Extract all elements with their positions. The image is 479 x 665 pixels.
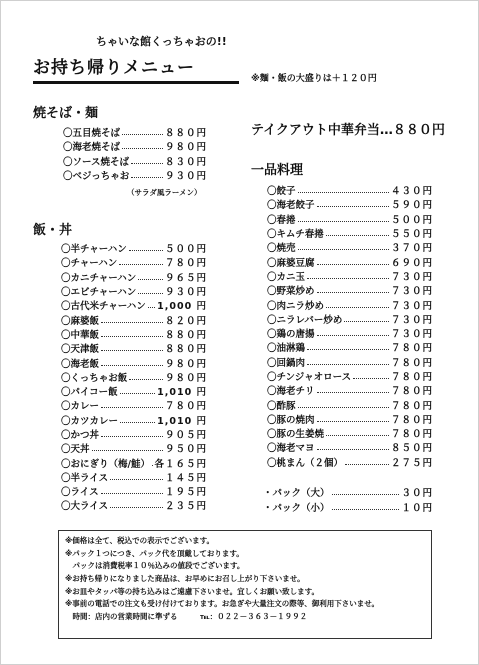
item-name: 〇焼売 (267, 243, 296, 255)
item-name: 〇カレー (61, 401, 100, 413)
item-price: １４５円 (164, 472, 207, 484)
item-price: ７３０円 (390, 271, 433, 283)
menu-item (61, 470, 207, 484)
menu-item (267, 197, 433, 211)
menu-item (267, 355, 433, 369)
item-price: ７８０円 (390, 343, 433, 355)
ippin-list (267, 183, 433, 469)
menu-item (267, 312, 433, 326)
item-name: 〇ソース焼そば (63, 156, 130, 168)
note-line: 時間：店内の営業時間に準ずる ℡：０２２－３６３－１９９２ (65, 612, 308, 622)
menu-item (61, 484, 207, 498)
item-price: ３０円 (401, 487, 433, 499)
item-price: ８８０円 (164, 128, 207, 140)
menu-item (61, 441, 207, 455)
item-name: 〇麻婆豆腐 (267, 257, 315, 269)
item-name: 〇桃まん（２個） (267, 457, 344, 469)
item-name: 〇カニチャーハン (61, 272, 137, 284)
menu-item (61, 327, 207, 341)
item-price: ４３０円 (390, 186, 433, 198)
menu-item (61, 455, 207, 469)
item-price: ５００円 (164, 244, 207, 256)
yakisoba-list (63, 125, 207, 182)
item-name: 〇チンジャオロース (267, 372, 352, 383)
item-name: 〇豚の生姜焼 (267, 429, 325, 441)
item-price: 1,010 円 (157, 415, 207, 427)
item-name: 〇天津飯 (61, 344, 100, 356)
menu-item (63, 154, 207, 168)
menu-item (63, 139, 207, 153)
item-name: 〇油淋鶏 (267, 343, 306, 355)
menu-item (61, 384, 207, 398)
item-name: 〇キムチ春捲 (267, 229, 324, 241)
menu-item (61, 284, 207, 298)
menu-item (61, 370, 207, 384)
menu-item (61, 355, 207, 369)
item-price: ９６５円 (164, 272, 207, 284)
item-price: ３７０円 (390, 243, 433, 255)
item-name: 〇半チャーハン (61, 244, 127, 256)
item-name: 〇五目焼そば (63, 128, 121, 140)
item-name: 〇カツカレー (61, 415, 119, 427)
item-name: 〇チャーハン (61, 258, 118, 270)
item-price: ２７５円 (390, 457, 433, 469)
item-name: 〇ベジっちゃお (63, 171, 130, 183)
pack-item (263, 499, 433, 514)
item-name: 〇海老チリ (267, 386, 315, 398)
menu-item (63, 168, 207, 182)
menu-item (267, 269, 433, 283)
menu-item (61, 312, 207, 326)
item-price: ８５０円 (390, 443, 433, 455)
item-name: 〇半ライス (61, 472, 109, 484)
item-name: 〇肉ニラ炒め (267, 300, 325, 312)
menu-item (267, 326, 433, 340)
note-line: ※価格は全て、税込での表示でございます。 (65, 536, 215, 545)
item-name: ・パック（大） (263, 487, 330, 499)
menu-item (267, 369, 433, 383)
item-name: 〇中華飯 (61, 329, 100, 341)
takeout-bento: テイクアウト中華弁当…８８０円 (251, 123, 445, 138)
note-line: ※お皿やタッパ等の持ち込みはご遠慮下さいませ。宜しくお願い致します。 (65, 586, 319, 596)
item-name: 〇麻婆飯 (61, 315, 100, 327)
item-price: ７８０円 (390, 400, 433, 412)
item-price: ７８０円 (164, 258, 207, 270)
item-price: ９５０円 (164, 444, 207, 456)
item-price: ５９０円 (390, 200, 433, 212)
menu-item (61, 427, 207, 441)
item-price: ９０５円 (164, 430, 207, 441)
item-price: ７８０円 (390, 429, 433, 441)
item-name: 〇野菜炒め (267, 286, 315, 298)
page-title: お持ち帰りメニュー (33, 57, 239, 84)
item-price: ７３０円 (390, 314, 433, 326)
menu-item (267, 397, 433, 411)
item-name: 〇酢豚 (267, 400, 296, 412)
vegi-subnote: （サラダ風ラーメン） (127, 188, 202, 197)
item-price: ７８０円 (164, 401, 207, 413)
item-name: 〇かつ丼 (61, 430, 100, 441)
item-name: 〇春捲 (267, 214, 296, 226)
menu-item (267, 297, 433, 311)
menu-item (267, 455, 433, 469)
menu-item (267, 254, 433, 268)
item-price: ８２０円 (164, 315, 207, 327)
item-name: 〇海老飯 (61, 358, 100, 370)
item-name: 〇くっちゃお飯 (61, 372, 128, 384)
menu-item (267, 226, 433, 240)
item-name: 〇おにぎり（梅/鮭） (61, 458, 150, 470)
item-price: ８８０円 (164, 344, 207, 356)
item-price: ８８０円 (164, 329, 207, 341)
item-price: ５５０円 (390, 229, 433, 241)
note-line: ※パック１つにつき、パック代を頂戴しております。 (65, 548, 244, 558)
section-title-rice: 飯・丼 (33, 223, 73, 238)
menu-item (267, 283, 433, 297)
menu-item (267, 440, 433, 454)
item-price: ９８０円 (164, 358, 207, 370)
item-price: ８３０円 (164, 156, 207, 168)
shop-subtitle: ちゃいな館くっちゃおの!! (96, 35, 227, 48)
note-line: ※お持ち帰りになりました商品は、お早めにお召し上がり下さいませ。 (65, 574, 305, 584)
item-name: 〇天丼 (61, 444, 90, 456)
item-price: ７３０円 (390, 329, 433, 341)
section-title-yakisoba: 焼そば・麺 (33, 106, 99, 121)
note-line: パックは消費税率１０％込みの値段でございます。 (65, 561, 245, 571)
menu-item (267, 383, 433, 397)
menu-item (61, 341, 207, 355)
menu-item (61, 255, 207, 269)
menu-item (61, 398, 207, 412)
note-line: ※事前の電話での注文も受け付けております。お急ぎや大量注文の際等、御利用下さいませ。 (65, 599, 379, 609)
item-name: 〇回鍋肉 (267, 357, 306, 369)
item-price: １０円 (401, 502, 433, 514)
item-price: ９３０円 (164, 171, 207, 183)
item-price: 1,010 円 (157, 387, 207, 399)
item-name: 〇大ライス (61, 501, 109, 513)
item-name: 〇豚の焼肉 (267, 414, 315, 426)
menu-item (267, 412, 433, 426)
menu-item (267, 340, 433, 354)
item-name: 〇カニ玉 (267, 271, 306, 283)
item-name: 〇ライス (61, 487, 99, 499)
menu-item (267, 212, 433, 226)
item-name: 〇鶏の唐揚 (267, 329, 315, 341)
item-name: 〇海老餃子 (267, 200, 315, 212)
pack-list (263, 484, 433, 514)
item-name: 〇海老マヨ (267, 443, 315, 455)
item-price: ７３０円 (390, 300, 433, 312)
item-price: ９３０円 (164, 287, 207, 299)
item-name: 〇パイコー飯 (61, 387, 118, 399)
item-name: ・パック（小） (263, 502, 330, 514)
item-price: 各１６５円 (154, 458, 207, 470)
item-price: ５００円 (390, 214, 433, 226)
item-name: 〇エビチャーハン (61, 287, 137, 299)
menu-item (267, 426, 433, 440)
item-price: ９８０円 (164, 142, 207, 154)
item-price: ７８０円 (390, 372, 433, 383)
item-price: ６９０円 (390, 257, 433, 269)
item-price: １９５円 (164, 487, 207, 499)
menu-item (61, 270, 207, 284)
menu-item (267, 183, 433, 197)
menu-item (61, 498, 207, 512)
item-price: ９８０円 (164, 372, 207, 384)
item-name: 〇海老焼そば (63, 142, 121, 154)
rice-list (61, 241, 207, 513)
item-name: 〇古代米チャーハン (61, 301, 146, 313)
notes-box (58, 530, 432, 639)
pack-item (263, 484, 433, 499)
item-name: 〇ニラレバー炒め (267, 314, 343, 326)
item-price: ７３０円 (390, 286, 433, 298)
menu-item (61, 413, 207, 427)
large-size-note: ※麺・飯の大盛りは＋１２０円 (251, 74, 377, 84)
menu-item (61, 241, 207, 255)
item-price: ７８０円 (390, 386, 433, 398)
item-price: ２３５円 (164, 501, 207, 513)
menu-item (61, 298, 207, 312)
item-price: ７８０円 (390, 414, 433, 426)
item-price: 1,000 円 (157, 301, 207, 313)
item-price: ７８０円 (390, 357, 433, 369)
menu-item (63, 125, 207, 139)
section-title-ippin: 一品料理 (251, 163, 304, 178)
item-name: 〇餃子 (267, 186, 296, 198)
menu-item (267, 240, 433, 254)
